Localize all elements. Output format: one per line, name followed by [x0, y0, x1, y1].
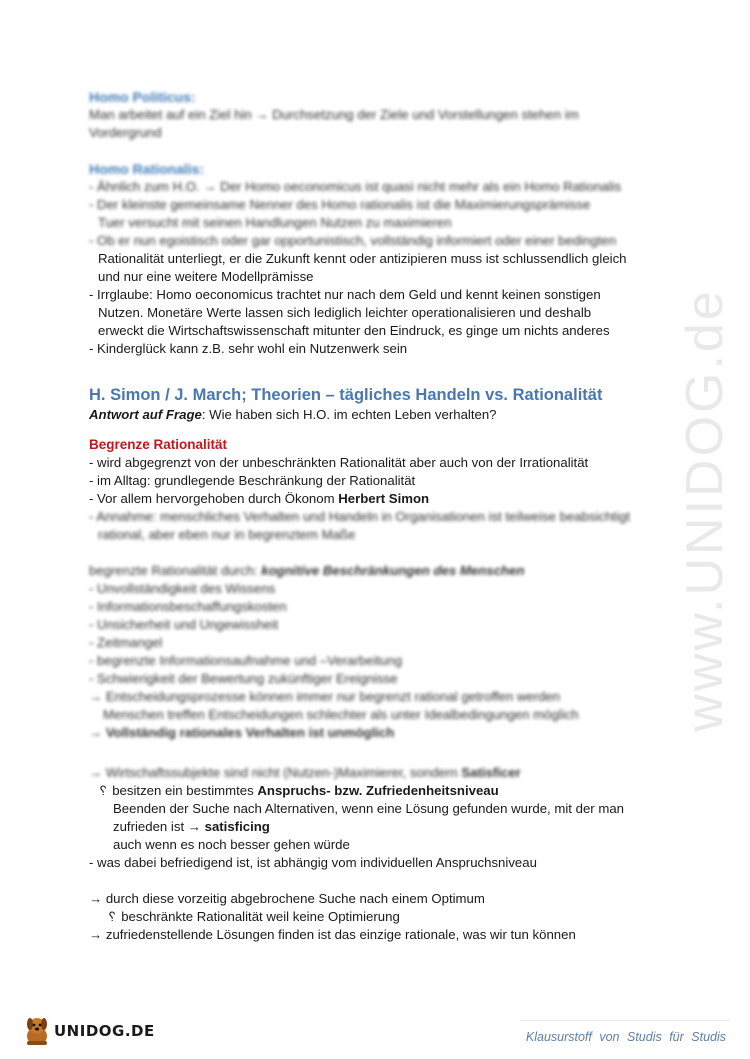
hook-arrow-icon: ␦	[107, 909, 118, 924]
paragraph-text: begrenzte Rationalität durch:	[89, 563, 262, 578]
list-item: - Unvollständigkeit des Wissens	[89, 581, 276, 596]
logo-text: UNIDOG.DE	[54, 1022, 155, 1040]
list-item-continuation: erweckt die Wirtschaftswissenschaft mitunter den Eindruck, es ginge um nichts anderes	[98, 323, 610, 338]
list-item-emphasis: Anspruchs- bzw. Zufriedenheitsniveau	[257, 783, 499, 798]
list-item-text: zufrieden ist →	[113, 819, 205, 834]
highlighted-name: Herbert Simon	[338, 491, 430, 506]
footer-tagline: Klausurstoff von Studis für Studis	[525, 1030, 726, 1044]
footer-divider	[520, 1020, 730, 1021]
list-item: - Kinderglück kann z.B. sehr wohl ein Nutzenwerk sein	[89, 341, 408, 356]
conclusion-line	[89, 908, 664, 926]
paragraph-emphasis: Satisficer	[461, 765, 521, 780]
blurred-block-homo-politicus	[89, 88, 664, 142]
paragraph-emphasis: kognitive Beschränkungen des Menschen	[261, 563, 525, 578]
heading-homo-rationalis: Homo Rationalis:	[89, 161, 205, 177]
list-item: - im Alltag: grundlegende Beschränkung der Rationalität	[89, 473, 416, 488]
list-item-text: besitzen ein bestimmtes	[108, 783, 258, 798]
list-item-continuation: Menschen treffen Entscheidungen schlechter als unter Idealbedingungen möglich	[103, 707, 579, 722]
paragraph-line: Man arbeitet auf ein Ziel hin → Durchsetzung der Ziele und Vorstellungen stehen im	[89, 107, 579, 122]
list-item: - was dabei befriedigend ist, ist abhängig vom individuellen Anspruchsniveau	[89, 855, 537, 870]
list-item: - Zeitmangel	[89, 635, 163, 650]
list-item: - wird abgegrenzt von der unbeschränkten Rationalität aber auch von der Irrationalität	[89, 455, 589, 470]
list-item-continuation: auch wenn es noch besser gehen würde	[113, 837, 350, 852]
list-item	[89, 782, 664, 800]
paragraph-line: Vordergrund	[89, 125, 162, 140]
hook-arrow-icon: ␦	[98, 783, 109, 798]
dog-mascot-icon	[22, 1014, 52, 1048]
blurred-block-homo-rationalis	[89, 160, 664, 250]
list-item: - Unsicherheit und Ungewissheit	[89, 617, 279, 632]
heading-homo-politicus: Homo Politicus:	[89, 89, 196, 105]
list-item: - Ob er nun egoistisch oder gar opportunistisch, vollständig informiert oder einer bedingten	[89, 233, 617, 248]
list-item: → Entscheidungsprozesse können immer nur begrenzt rational getroffen werden	[89, 689, 561, 704]
list-item-continuation: Nutzen. Monetäre Werte lassen sich lediglich leichter operationalisieren und deshalb	[98, 305, 592, 320]
list-item: → Vollständig rationales Verhalten ist unmöglich	[89, 725, 395, 740]
paragraph-line	[89, 764, 664, 782]
list-item-emphasis: satisficing	[204, 819, 270, 834]
list-item-continuation: Tuer versucht mit seinen Handlungen Nutzen zu maximieren	[98, 215, 452, 230]
question-line	[89, 406, 664, 424]
list-item-continuation: und nur eine weitere Modellprämisse	[98, 269, 314, 284]
question-label: Antwort auf Frage	[89, 407, 202, 422]
list-item-continuation: Rationalität unterliegt, er die Zukunft kennt oder antizipieren muss ist schlussendlich gleich	[98, 251, 627, 266]
list-item-continuation: rational, aber eben nur in begrenztem Maße	[98, 527, 356, 542]
paragraph-text: → Wirtschaftssubjekte sind nicht (Nutzen-)Maximierer, sondern	[89, 765, 462, 780]
list-item-text: - Vor allem hervorgehoben durch Ökonom	[89, 491, 339, 506]
list-item: - Ähnlich zum H.O. → Der Homo oeconomicus ist quasi nicht mehr als ein Homo Rationalis	[89, 179, 622, 194]
paragraph-line	[89, 562, 664, 580]
list-item: - Annahme: menschliches Verhalten und Handeln in Organisationen ist teilweise beabsichtigt	[89, 509, 631, 524]
list-item: - Irrglaube: Homo oeconomicus trachtet nur nach dem Geld und kennt keinen sonstigen	[89, 287, 601, 302]
conclusion-text: beschränkte Rationalität weil keine Optimierung	[117, 909, 400, 924]
list-item: - Der kleinste gemeinsame Nenner des Homo rationalis ist die Maximierungsprämisse	[89, 197, 591, 212]
conclusion-line: → zufriedenstellende Lösungen finden ist das einzige rationale, was wir tun können	[89, 927, 576, 942]
list-item: - begrenzte Informationsaufnahme und –Verarbeitung	[89, 653, 403, 668]
question-text: : Wie haben sich H.O. im echten Leben verhalten?	[201, 407, 497, 422]
list-item: - Informationsbeschaffungskosten	[89, 599, 287, 614]
list-item-continuation: Beenden der Suche nach Alternativen, wenn eine Lösung gefunden wurde, mit der man	[113, 801, 624, 816]
list-item-continuation	[89, 818, 664, 836]
watermark-text: www.UNIDOG.de	[676, 288, 734, 732]
conclusion-line: → durch diese vorzeitig abgebrochene Suche nach einem Optimum	[89, 891, 485, 906]
heading-begrenzte-rationalitaet: Begrenze Rationalität	[89, 437, 228, 452]
footer-logo	[22, 1014, 155, 1048]
list-item	[89, 490, 664, 508]
blurred-block-annahme	[89, 508, 664, 782]
list-item: - Schwierigkeit der Bewertung zukünftiger Ereignisse	[89, 671, 398, 686]
section-title: H. Simon / J. March; Theorien – tägliches Handeln vs. Rationalität	[89, 386, 603, 404]
document-body	[89, 88, 664, 944]
